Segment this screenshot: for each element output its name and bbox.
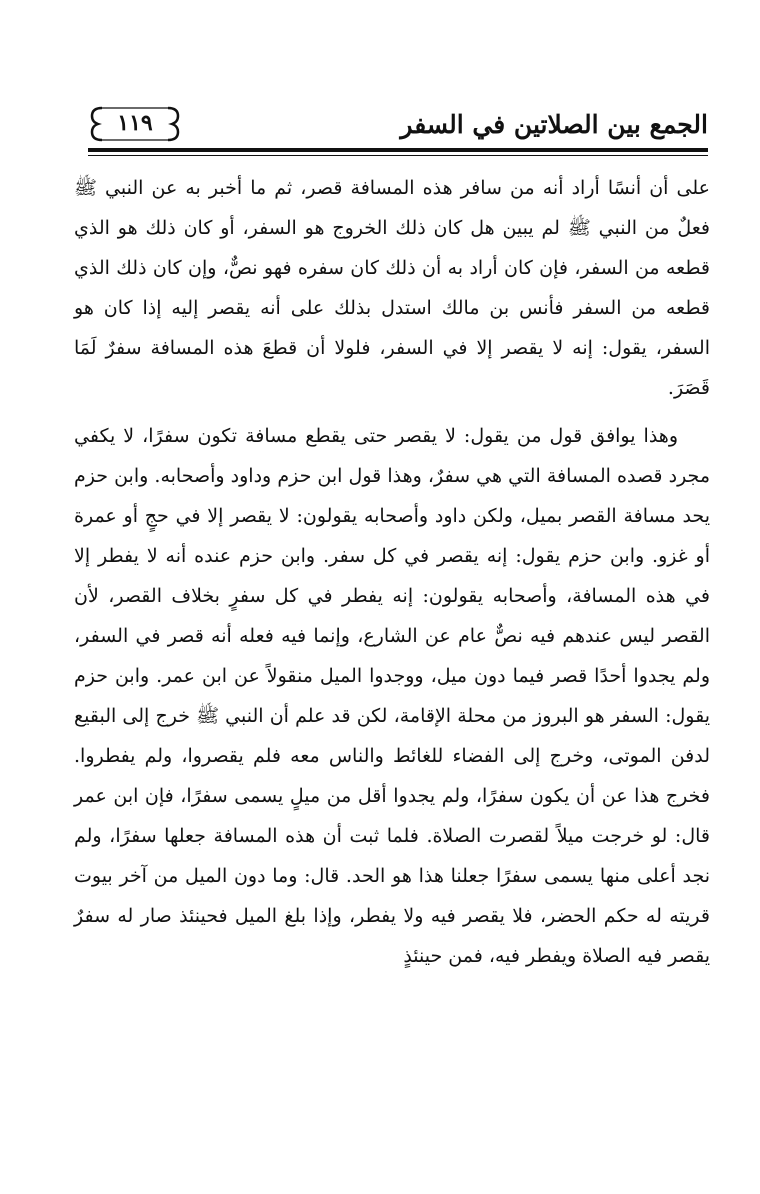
running-title: الجمع بين الصلاتين في السفر [400,110,708,139]
paragraph [74,168,710,408]
page-number-ornament [88,104,182,144]
page-header [88,102,708,154]
page-number: ١١٩ [117,110,153,136]
header-rule-thick [88,148,708,152]
paragraph-text: على أن أنسًا أراد أنه من سافر هذه المسافة قصر، ثم ما أخبر به عن النبي ﷺ فعلٌ من النبي ﷺ لم يبين هل كان ذلك الخروج هو السفر، أو كان ذلك هو الذي قطعه من السفر، فإن كان أراد به أن ذلك كان سفره فهو نصٌّ، وإن كان ذلك الذي قطعه من السفر فأنس بن مالك استدل بذلك على أنه يقصر إليه إذا كان هو السفر، يقول: إنه لا يقصر إلا في السفر، فلولا أن قطعَ هذه المسافة سفرٌ لَمَا قَصَرَ. [74,177,710,399]
header-rule-thin [88,155,708,156]
paragraph-text: وهذا يوافق قول من يقول: لا يقصر حتى يقطع مسافة تكون سفرًا، لا يكفي مجرد قصده المسافة التي هي سفرٌ، وهذا قول ابن حزم وداود وأصحابه. وابن حزم يحد مسافة القصر بميل، ولكن داود وأصحابه يقولون: لا يقصر إلا في حجٍ أو عمرة أو غزو. وابن حزم يقول: إنه يقصر في كل سفر. وابن حزم عنده أنه لا يفطر إلا في هذه المسافة، وأصحابه يقولون: إنه يفطر في كل سفرٍ بخلاف القصر، لأن القصر ليس عندهم فيه نصٌّ عام عن الشارع، وإنما فيه فعله أنه قصر في السفر، ولم يجدوا أحدًا قصر فيما دون ميل، ووجدوا الميل منقولاً عن ابن عمر. وابن حزم يقول: السفر هو البروز من محلة الإقامة، لكن قد علم أن النبي ﷺ خرج إلى البقيع لدفن الموتى، وخرج إلى الفضاء للغائط والناس معه فلم يقصروا، ولم يفطروا. فخرج هذا عن أن يكون سفرًا، ولم يجدوا أقل من ميلٍ يسمى سفرًا، فإن ابن عمر قال: لو خرجت ميلاً لقصرت الصلاة. فلما ثبت أن هذه المسافة جعلها سفرًا، ولم نجد أعلى منها يسمى سفرًا جعلنا هذا هو الحد. قال: وما دون الميل من آخر بيوت قريته له حكم الحضر، فلا يقصر فيه ولا يفطر، وإذا بلغ الميل فحينئذ صار له سفرٌ يقصر فيه الصلاة ويفطر فيه، فمن حينئذٍ [74,425,711,967]
paragraph [74,416,710,976]
page-body [74,168,710,984]
